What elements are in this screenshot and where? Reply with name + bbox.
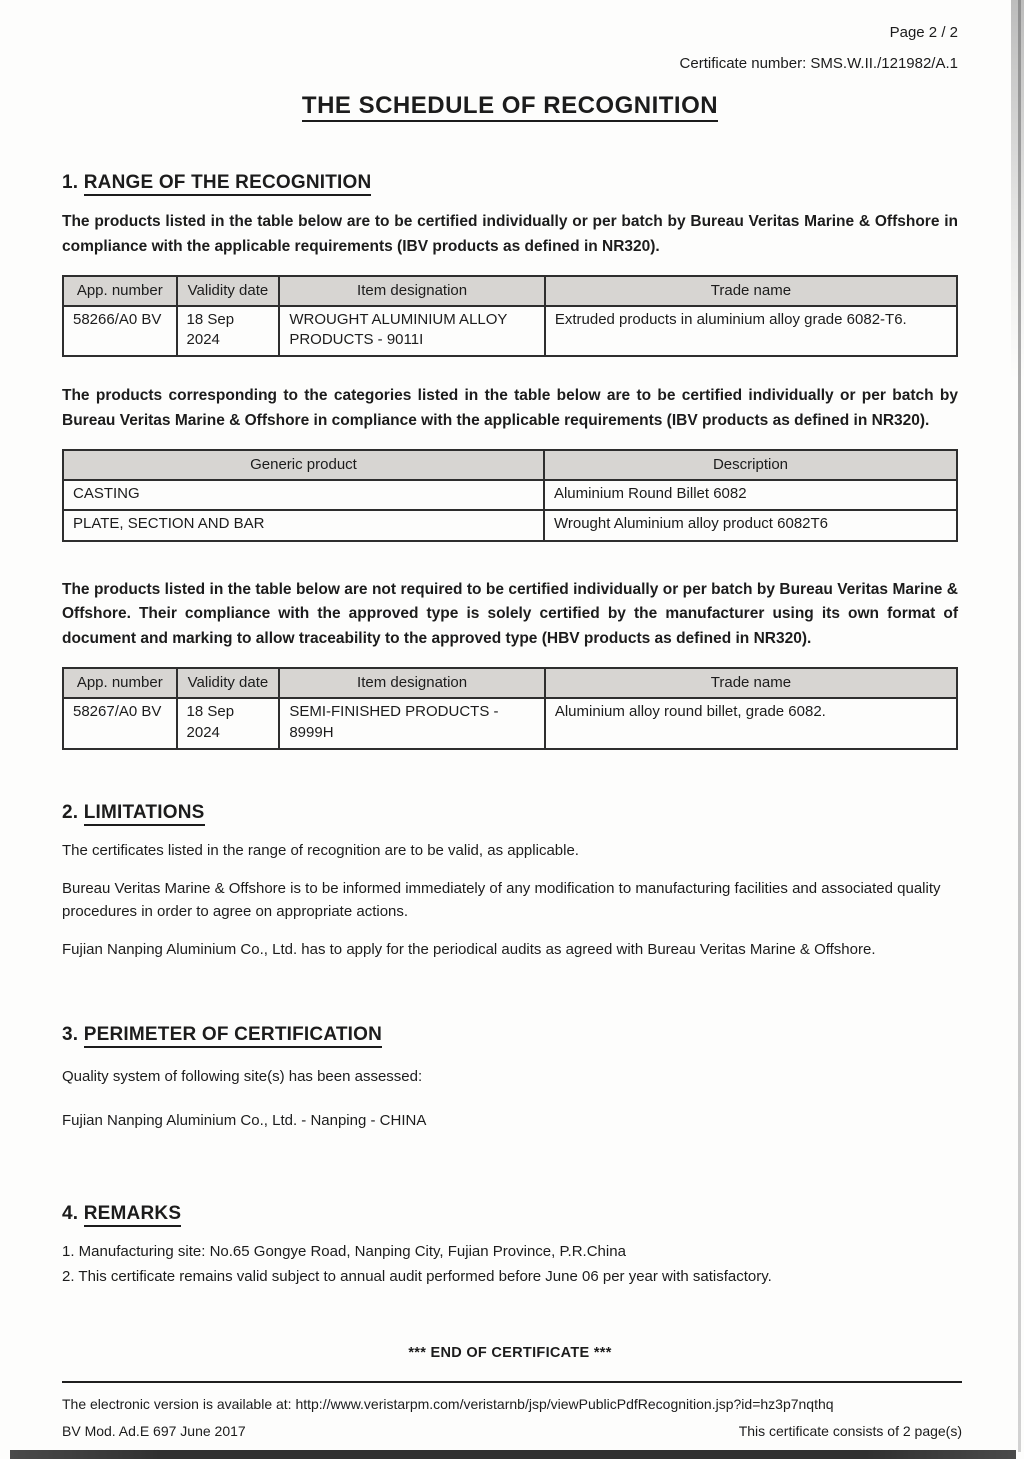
- remarks-list: [62, 1241, 958, 1288]
- paragraph-periodical-audits: Fujian Nanping Aluminium Co., Ltd. has to apply for the periodical audits as agreed with Bureau Veritas Marine & Offshore.: [62, 941, 876, 959]
- cell-description: Wrought Aluminium alloy product 6082T6: [544, 510, 957, 540]
- table-row: [63, 480, 957, 510]
- table-row: [63, 306, 957, 357]
- header-cell-app-number: App. number: [63, 276, 177, 306]
- page-footer: [62, 1381, 962, 1439]
- table-header-row: [63, 450, 957, 480]
- scan-edge-shadow: [1011, 0, 1024, 380]
- page-title: THE SCHEDULE OF RECOGNITION: [62, 92, 958, 120]
- table-row: [63, 698, 957, 749]
- header-cell-description: Description: [544, 450, 957, 480]
- header-cell-trade-name: Trade name: [545, 276, 957, 306]
- hbv-products-table: [62, 667, 958, 750]
- footer-divider: [62, 1381, 962, 1383]
- section-heading-text: RANGE OF THE RECOGNITION: [84, 172, 372, 196]
- scan-edge-line: [1018, 0, 1021, 1452]
- table-row: [63, 510, 957, 540]
- cell-validity-date: 18 Sep 2024: [177, 698, 280, 749]
- cell-item-designation: SEMI-FINISHED PRODUCTS - 8999H: [279, 698, 545, 749]
- header-cell-validity-date: Validity date: [177, 668, 280, 698]
- section-heading-perimeter: [62, 1024, 958, 1046]
- section-number: 4.: [62, 1202, 79, 1224]
- table-header-row: [63, 668, 957, 698]
- header-cell-app-number: App. number: [63, 668, 177, 698]
- header-cell-item-designation: Item designation: [279, 276, 545, 306]
- cell-item-designation: WROUGHT ALUMINIUM ALLOY PRODUCTS - 9011I: [279, 306, 545, 357]
- paragraph-categories: The products corresponding to the categories listed in the table below are to be certified individually or per batch by Bureau Veritas Marine & Offshore in compliance with the applicable requirements (IBV products as defined in NR320).: [62, 387, 958, 430]
- section-heading-range: [62, 172, 958, 194]
- scan-bottom-bar: [10, 1450, 1016, 1459]
- cell-generic-product: CASTING: [63, 480, 544, 510]
- cell-app-number: 58266/A0 BV: [63, 306, 177, 357]
- footer-form-reference: BV Mod. Ad.E 697 June 2017: [62, 1423, 246, 1439]
- section-heading-text: PERIMETER OF CERTIFICATION: [84, 1024, 382, 1048]
- categories-table: [62, 449, 958, 542]
- paragraph-inform-modification: Bureau Veritas Marine & Offshore is to be informed immediately of any modification to manufacturing facilities and associated quality procedures in order to agree on appropriate actions.: [62, 880, 941, 920]
- paragraph-ibv-products: The products listed in the table below are to be certified individually or per batch by Bureau Veritas Marine & Offshore in compliance with the applicable requirements (IBV products as defined in NR320).: [62, 213, 958, 255]
- header-cell-item-designation: Item designation: [279, 668, 545, 698]
- section-number: 3.: [62, 1023, 79, 1045]
- footer-page-count: This certificate consists of 2 page(s): [738, 1423, 962, 1439]
- header-cell-trade-name: Trade name: [545, 668, 957, 698]
- remark-item: 1. Manufacturing site: No.65 Gongye Road, Nanping City, Fujian Province, P.R.China: [62, 1242, 626, 1260]
- ibv-products-table: [62, 275, 958, 358]
- section-heading-text: REMARKS: [84, 1203, 181, 1227]
- section-heading-remarks: [62, 1203, 958, 1225]
- remark-item: 2. This certificate remains valid subject to annual audit performed before June 06 per year with satisfactory.: [62, 1267, 772, 1285]
- header-cell-generic-product: Generic product: [63, 450, 544, 480]
- paragraph-hbv-products: The products listed in the table below are not required to be certified individually or per batch by Bureau Veritas Marine & Offshore. Their compliance with the approved type is solely certified by the manufacturer using its own format of document and marking to allow traceability to the approved type (HBV products as defined in NR320).: [62, 580, 958, 648]
- header-cell-validity-date: Validity date: [177, 276, 280, 306]
- table-header-row: [63, 276, 957, 306]
- page-number: Page 2 / 2: [889, 24, 958, 41]
- section-heading-limitations: [62, 802, 958, 824]
- paragraph-certificates-valid: The certificates listed in the range of recognition are to be valid, as applicable.: [62, 841, 579, 859]
- section-heading-text: LIMITATIONS: [84, 802, 205, 826]
- end-of-certificate: *** END OF CERTIFICATE ***: [408, 1345, 612, 1362]
- section-number: 1.: [62, 172, 79, 193]
- cell-validity-date: 18 Sep 2024: [177, 306, 280, 357]
- certificate-number: Certificate number: SMS.W.II./121982/A.1: [679, 55, 958, 72]
- paragraph-quality-system: Quality system of following site(s) has been assessed:: [62, 1067, 423, 1085]
- cell-trade-name: Extruded products in aluminium alloy grade 6082-T6.: [545, 306, 957, 357]
- section-number: 2.: [62, 801, 79, 823]
- paragraph-site-assessed: Fujian Nanping Aluminium Co., Ltd. - Nanping - CHINA: [62, 1112, 427, 1130]
- cell-generic-product: PLATE, SECTION AND BAR: [63, 510, 544, 540]
- footer-electronic-version: The electronic version is available at: http://www.veristarpm.com/veristarnb/jsp/viewPublicPdfRecognition.jsp?id=hz3p7nqthq: [62, 1396, 834, 1412]
- cell-app-number: 58267/A0 BV: [63, 698, 177, 749]
- cell-trade-name: Aluminium alloy round billet, grade 6082.: [545, 698, 957, 749]
- cell-description: Aluminium Round Billet 6082: [544, 480, 957, 510]
